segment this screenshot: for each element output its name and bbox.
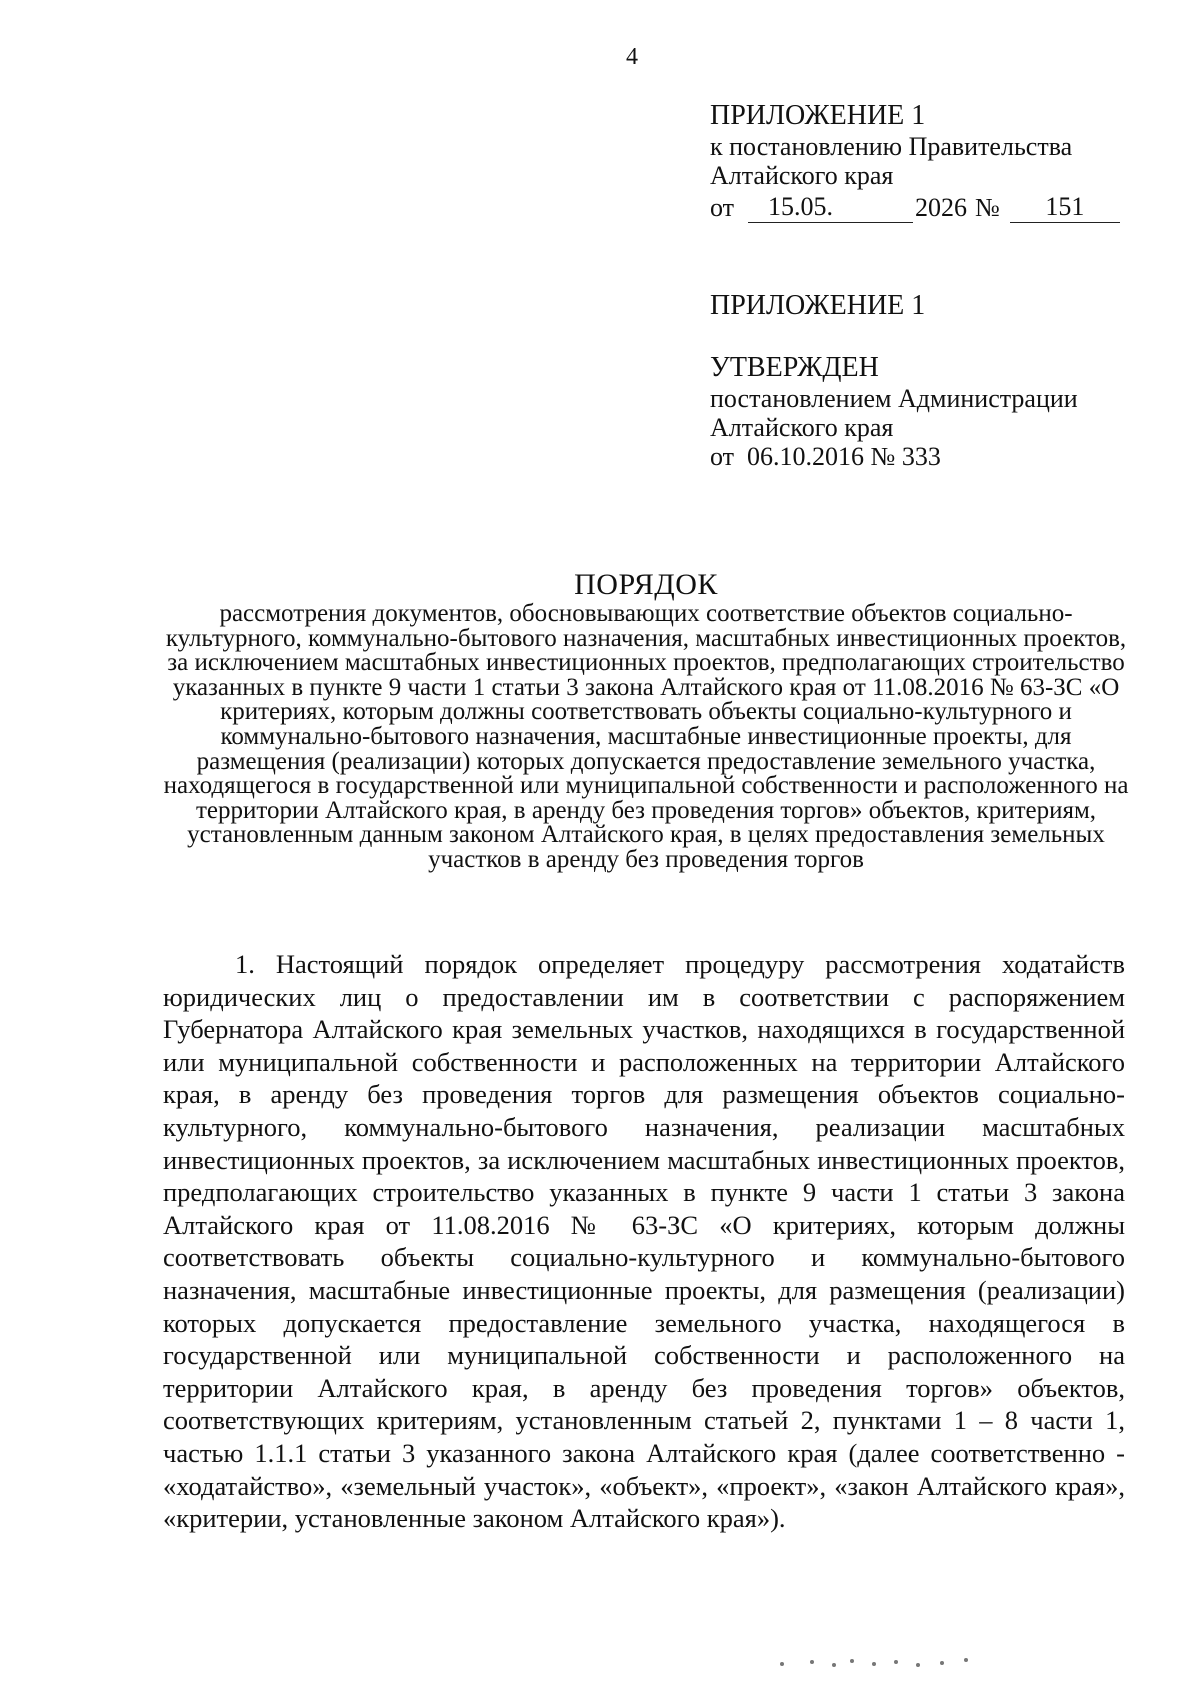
approved-line1: постановлением Администрации [710, 384, 1078, 413]
scan-artifact [780, 1656, 980, 1670]
decree-number: 151 [1045, 192, 1085, 221]
document-title: ПОРЯДОК [574, 568, 718, 601]
appendix-1-line1: к постановлению Правительства [710, 132, 1073, 161]
document-subtitle: рассмотрения документов, обосновывающих соответствие объектов социально-культурного, коммунально-бытового назначения, масштабных инвестиционных проектов, за исключением масштабных инвестиционных проектов, предполагающих строительство указанных в пункте 9 части 1 статьи 3 закона Алтайского края от 11.08.2016 № 63-ЗС «О критериях, которым должны соответствовать объекты социально-культурного и коммунально-бытового назначения, масштабные инвестиционные проекты, для размещения (реализации) которых допускается предоставление земельного участка, находящегося в государственной или муниципальной собственности и расположенного на территории Алтайского края, в аренду без проведения торгов» объектов, критериям, установленным данным законом Алтайского края, в целях предоставления земельных участков в аренду без проведения торгов [163, 600, 1129, 873]
decree-date-number-line [710, 192, 1170, 223]
approved-line2: Алтайского края [710, 413, 894, 442]
decree-number-blank [1010, 192, 1120, 223]
appendix-1-line2: Алтайского края [710, 161, 894, 190]
from-label: от [710, 193, 735, 222]
approved-line3: от 06.10.2016 № 333 [710, 442, 941, 471]
decree-date-blank [748, 192, 913, 223]
document-title-block [160, 568, 1132, 873]
approved-block [710, 352, 1170, 471]
number-sign: № [975, 193, 1000, 222]
appendix-1-block [710, 100, 1170, 223]
decree-date: 15.05. [768, 192, 834, 221]
page-number: 4 [626, 44, 638, 70]
approved-heading: УТВЕРЖДЕН [710, 352, 879, 383]
appendix-1-heading: ПРИЛОЖЕНИЕ 1 [710, 100, 926, 131]
appendix-2-block [710, 290, 1170, 322]
decree-year: 2026 [915, 193, 968, 222]
paragraph-1: 1. Настоящий порядок определяет процедуру рассмотрения ходатайств юридических лиц о предоставлении им в соответствии с распоряжением Губернатора Алтайского края земельных участков, находящихся в государственной или муниципальной собственности и расположенных на территории Алтайского края, в аренду без проведения торгов для размещения объектов социально-культурного, коммунально-бытового назначения, реализации масштабных инвестиционных проектов, за исключением масштабных инвестиционных проектов, предполагающих строительство указанных в пункте 9 части 1 статьи 3 закона Алтайского края от 11.08.2016 № 63-ЗС «О критериях, которым должны соответствовать объекты социально-культурного и коммунально-бытового назначения, масштабные инвестиционные проекты, для размещения (реализации) которых допускается предоставление земельного участка, находящегося в государственной или муниципальной собственности и расположенного на территории Алтайского края, в аренду без проведения торгов» объектов, соответствующих критериям, установленным статьей 2, пунктами 1 – 8 части 1, частью 1.1.1 статьи 3 указанного закона Алтайского края (далее соответственно - «ходатайство», «земельный участок», «объект», «проект», «закон Алтайского края», «критерии, установленные законом Алтайского края»). [163, 949, 1125, 1534]
appendix-2-heading: ПРИЛОЖЕНИЕ 1 [710, 290, 926, 321]
